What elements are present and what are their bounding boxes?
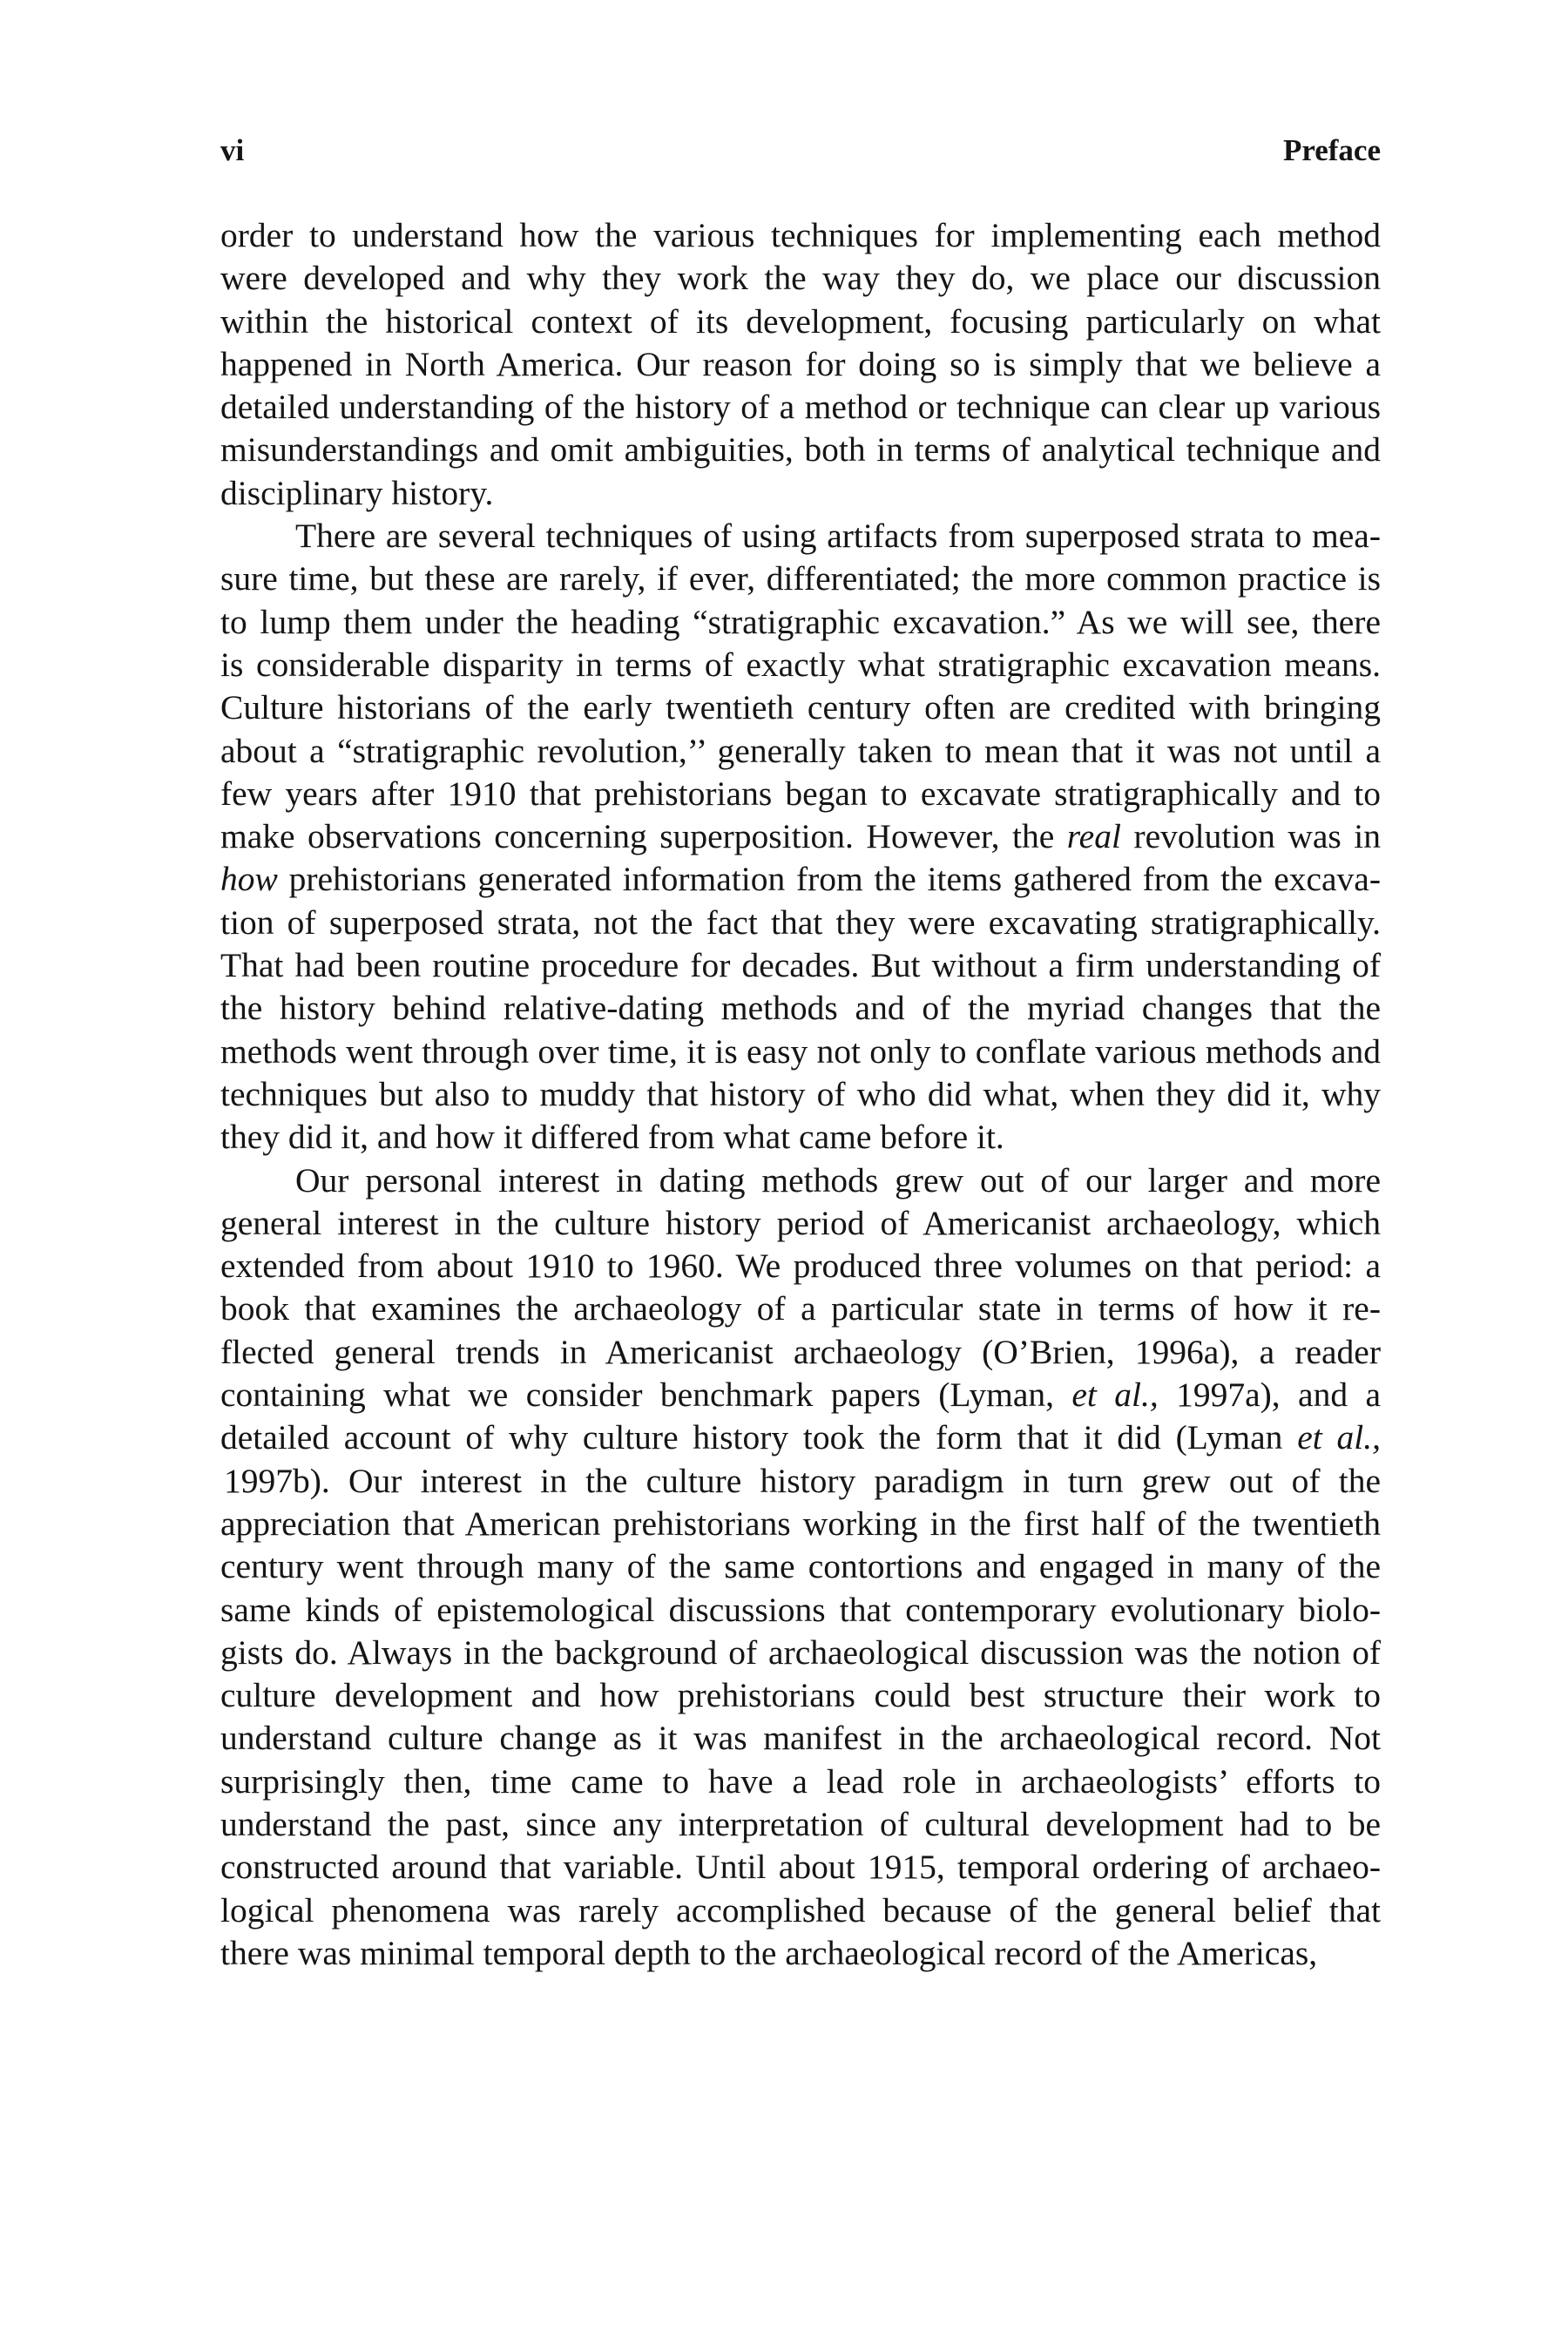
text-run: make observations concerning superposition. However, the: [220, 817, 1067, 856]
text-line: [220, 1288, 1381, 1330]
italic-text: et al.,: [1071, 1375, 1159, 1415]
text-line: [220, 601, 1381, 644]
text-run: general interest in the culture history period of Americanist archaeology, which: [220, 1203, 1381, 1242]
text-run: containing what we consider benchmark papers (Lyman,: [220, 1375, 1072, 1415]
body-text: [220, 214, 1381, 1975]
text-run: flected general trends in Americanist archaeology (O’Brien, 1996a), a reader: [220, 1332, 1381, 1371]
text-run: detailed understanding of the history of a method or technique can clear up various: [220, 388, 1381, 427]
text-line: [220, 1674, 1381, 1717]
text-run: within the historical context of its development, focusing particularly on what: [220, 301, 1381, 341]
text-line: [220, 1116, 1381, 1159]
text-line: [220, 944, 1381, 987]
text-line: [220, 1374, 1381, 1416]
text-line: [220, 1331, 1381, 1374]
section-title: Preface: [1282, 133, 1381, 167]
text-line: [220, 686, 1381, 729]
text-run: order to understand how the various techniques for implementing each method: [220, 216, 1381, 254]
text-run: Culture historians of the early twentieth century often are credited with bringing: [220, 688, 1381, 727]
text-line: [220, 558, 1381, 600]
text-line: [220, 987, 1381, 1030]
text-run: surprisingly then, time came to have a lead role in archaeologists’ efforts to: [220, 1761, 1381, 1801]
text-run: century went through many of the same contortions and engaged in many of the: [220, 1547, 1381, 1586]
text-line: [220, 1073, 1381, 1116]
text-run: constructed around that variable. Until about 1915, temporal ordering of archaeo-: [220, 1848, 1381, 1887]
text-run: detailed account of why culture history took the form that it did (Lyman: [220, 1418, 1298, 1457]
text-line: [220, 1589, 1381, 1632]
text-run: revolution was in: [1120, 817, 1381, 856]
text-line: [220, 815, 1381, 858]
text-run: tion of superposed strata, not the fact that they were excavating stratigraphically.: [220, 902, 1381, 942]
text-run: That had been routine procedure for decades. But without a firm understanding of: [220, 946, 1381, 985]
text-run: There are several techniques of using artifacts from superposed strata to mea-: [295, 517, 1381, 556]
text-line: [220, 1932, 1381, 1975]
text-line: [220, 214, 1381, 257]
text-line: [220, 902, 1381, 944]
text-line: [220, 1846, 1381, 1889]
text-run: extended from about 1910 to 1960. We produced three volumes on that period: a: [220, 1247, 1381, 1286]
text-line: [220, 644, 1381, 686]
text-run: understand culture change as it was manifest in the archaeological record. Not: [220, 1719, 1381, 1758]
text-run: gists do. Always in the background of archaeological discussion was the notion of: [220, 1632, 1381, 1672]
text-run: book that examines the archaeology of a particular state in terms of how it re-: [220, 1289, 1381, 1328]
page-number: vi: [220, 133, 245, 167]
text-run: appreciation that American prehistorians working in the first half of the twentieth: [220, 1504, 1381, 1543]
text-run: Our personal interest in dating methods grew out of our larger and more: [295, 1160, 1381, 1200]
text-run: understand the past, since any interpretation of cultural development had to be: [220, 1804, 1381, 1843]
text-line: [220, 1202, 1381, 1245]
text-line: [220, 429, 1381, 471]
text-run: few years after 1910 that prehistorians began to excavate stratigraphically and to: [220, 774, 1381, 813]
text-run: methods went through over time, it is easy not only to conflate various methods and: [220, 1031, 1381, 1071]
text-run: 1997a), and a: [1158, 1375, 1382, 1415]
text-run: culture development and how prehistorians could best structure their work to: [220, 1676, 1381, 1715]
text-run: sure time, but these are rarely, if ever, differentiated; the more common practice is: [220, 559, 1381, 598]
text-line: [220, 386, 1381, 429]
paragraph: [220, 515, 1381, 1159]
text-run: disciplinary history.: [220, 473, 494, 512]
text-run: happened in North America. Our reason for doing so is simply that we believe a: [220, 344, 1381, 383]
text-run: same kinds of epistemological discussions that contemporary evolutionary biolo-: [220, 1590, 1381, 1629]
paragraph: [220, 214, 1381, 515]
text-run: misunderstandings and omit ambiguities, both in terms of analytical technique and: [220, 430, 1381, 470]
italic-text: real: [1066, 817, 1121, 856]
text-run: there was minimal temporal depth to the archaeological record of the Americas,: [220, 1933, 1318, 1972]
text-run: is considerable disparity in terms of exactly what stratigraphic excavation means.: [220, 645, 1381, 684]
text-run: techniques but also to muddy that history of who did what, when they did it, why: [220, 1074, 1381, 1113]
text-run: to lump them under the heading “stratigraphic excavation.” As we will see, there: [220, 602, 1381, 641]
text-run: about a “stratigraphic revolution,’’ generally taken to mean that it was not until a: [220, 731, 1381, 770]
text-line: [220, 1545, 1381, 1588]
text-line: [220, 1889, 1381, 1932]
text-line: [220, 472, 1381, 515]
italic-text: et al.,: [1297, 1418, 1382, 1457]
text-run: 1997b). Our interest in the culture history paradigm in turn grew out of the: [224, 1461, 1381, 1500]
text-line: [220, 1761, 1381, 1803]
text-line: [220, 1245, 1381, 1288]
text-run: prehistorians generated information from the items gathered from the excava-: [277, 860, 1381, 899]
text-line: [220, 1159, 1381, 1202]
text-line: [220, 858, 1381, 901]
text-line: [220, 1803, 1381, 1846]
text-run: logical phenomena was rarely accomplished because of the general belief that: [220, 1890, 1381, 1930]
text-line: [220, 1632, 1381, 1674]
text-line: [220, 730, 1381, 773]
text-line: [220, 1503, 1381, 1545]
text-run: the history behind relative-dating methods and of the myriad changes that the: [220, 989, 1381, 1028]
text-line: [220, 1416, 1381, 1459]
text-line: [220, 773, 1381, 815]
text-line: [220, 515, 1381, 558]
text-line: [220, 343, 1381, 386]
text-line: [220, 1460, 1381, 1503]
italic-text: how: [220, 860, 278, 899]
text-run: were developed and why they work the way they do, we place our discussion: [220, 259, 1381, 298]
paragraph: [220, 1159, 1381, 1976]
running-head: [220, 131, 1381, 171]
text-run: they did it, and how it differed from what came before it.: [220, 1118, 1004, 1157]
text-line: [220, 1717, 1381, 1760]
text-line: [220, 257, 1381, 300]
text-line: [220, 301, 1381, 343]
text-line: [220, 1031, 1381, 1073]
